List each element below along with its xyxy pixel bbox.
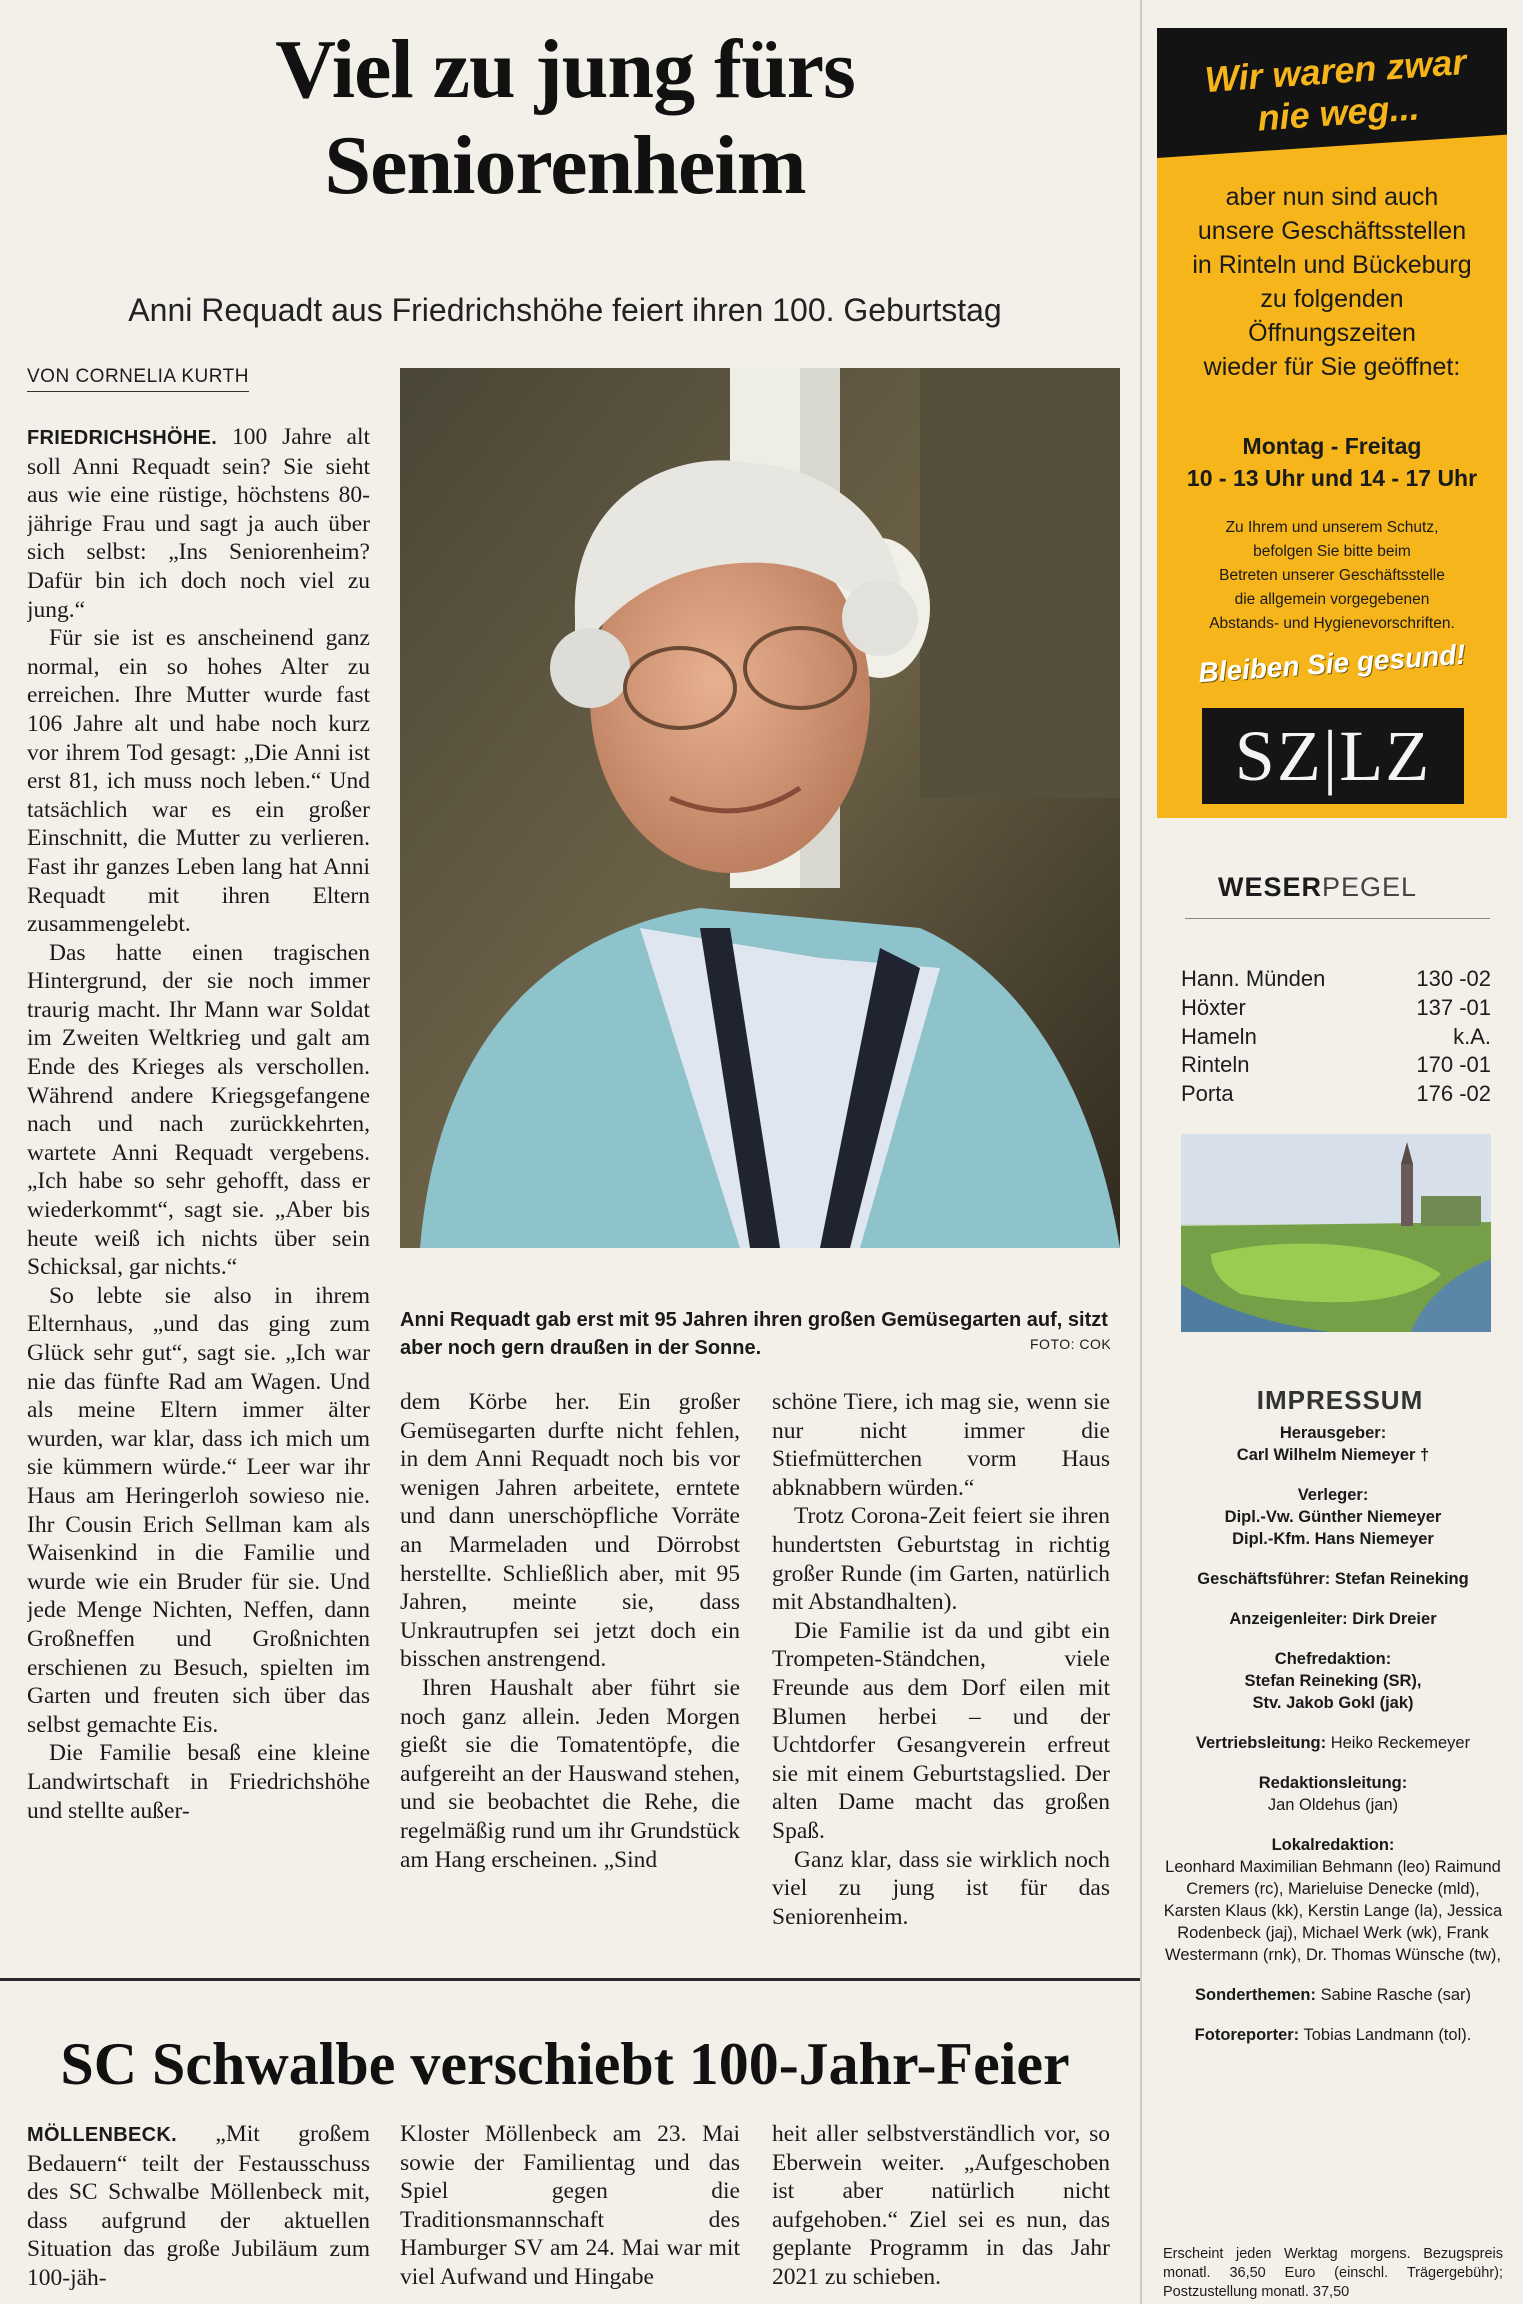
paragraph: schöne Tiere, ich mag sie, wenn sie nur nicht immer die Stiefmütterchen vorm Haus abknabbern würden.“ (772, 1389, 1110, 1501)
table-row: Höxter 137 -01 (1181, 994, 1491, 1020)
paragraph: Ganz klar, dass sie wirklich noch viel zu jung ist für das Seniorenheim. (772, 1846, 1110, 1930)
article2-column-2 (400, 2120, 740, 2304)
headline-line-1: Viel zu jung fürs (275, 23, 855, 116)
ad-opening-hours: Montag - Freitag 10 - 13 Uhr und 14 - 17 Uhr (1186, 433, 1478, 491)
paragraph: Ihren Haushalt aber führt sie noch ganz allein. Jeden Morgen gießt sie die Tomatentöpfe, die aufgereiht an der Hauswand stehen, und sie beobachtet die Rehe, die regelmäßig rund um ihr Grundstück am Hang erscheinen. „Sind (400, 1674, 740, 1873)
paragraph: Die Familie besaß eine kleine Landwirtschaft in Friedrichshöhe und stellte außer- (27, 1740, 370, 1824)
ad-slogan: Bleiben Sie gesund! (1197, 638, 1467, 689)
impressum-title: IMPRESSUM (1256, 1385, 1424, 1415)
paragraph: MÖLLENBECK. „Mit großem Bedauern“ teilt der Festausschuss des SC Schwalbe Möllenbeck mit, dass aufgrund der aktuellen Situation das große Jubiläum zum 100-jäh- (27, 2121, 370, 2291)
article-photo (400, 368, 1120, 1248)
paragraph: So lebte sie also in ihrem Elternhaus, „und das ging zum Glück sehr gut“, sagt sie. „Ich war nie das fünfte Rad am Wagen. Und als meine Eltern immer älter wurden, war klar, dass ich mich um sie kümmern würde.“ Leer war ihr Haus am Heringerloh sowieso nie. Ihr Cousin Erich Sellman kam als Waisenkind in die Familie und wurde wie ein Bruder für sie. Und jede Menge Nichten, Neffen, dann Großneffen und Großnichten erschienen zu Besuch, spielten im Garten und freuten sich über das selbst gemachte Eis. (27, 1282, 370, 1738)
weser-river-photo (1181, 1134, 1491, 1332)
article-headline (20, 22, 1110, 214)
article2-column-3 (772, 2120, 1110, 2304)
dateline: MÖLLENBECK. (27, 2124, 177, 2146)
table-row: Hameln k.A. (1181, 1023, 1491, 1049)
paragraph: dem Körbe her. Ein großer Gemüsegarten durfte nicht fehlen, in dem Anni Requadt noch bis vor wenigen Jahren arbeitete, erntete und dann unerschöpfliche Vorräte an Marmeladen und Dörrobst herstellte. Schließlich aber, mit 95 Jahren, meinte sie, dass Unkrautrupfen sei jetzt doch ein bisschen anstrengend. (400, 1389, 740, 1673)
paragraph: Trotz Corona-Zeit feiert sie ihren hundertsten Geburtstag in richtig großer Runde (im Garten, natürlich mit Abstandhalten). (772, 1503, 1110, 1616)
szlz-logo: SZ|LZ (1202, 708, 1464, 804)
weserpegel-table (1181, 965, 1491, 1109)
impressum-footer: Erscheint jeden Werktag morgens. Bezugspreis monatl. 36,50 Euro (einschl. Trägergebühr); Postzustellung monatl. 37,50 (1163, 2246, 1503, 2300)
weserpegel-rule (1185, 918, 1490, 919)
ad-banner-text: Wir waren zwar nie weg... (1203, 40, 1468, 139)
paragraph: Kloster Möllenbeck am 23. Mai sowie der Familientag und das Spiel gegen die Traditionsmannschaft des Hamburger SV am 24. Mai war mit viel Aufwand und Hingabe (400, 2121, 740, 2290)
advertisement (1157, 28, 1507, 818)
section-divider (0, 1978, 1140, 1981)
ad-body: aber nun sind auch unsere Geschäftsstellen in Rinteln und Bückeburg zu folgenden Öffnungszeiten wieder für Sie geöffnet: (1192, 183, 1472, 381)
paragraph: FRIEDRICHSHÖHE. 100 Jahre alt soll Anni Requadt sein? Sie sieht aus wie eine rüstige, höchstens 80-jährige Frau und sagt ja auch über sich selbst: „Ins Seniorenheim? Dafür bin ich doch noch viel zu jung.“ (27, 424, 370, 623)
paragraph: Das hatte einen tragischen Hintergrund, der sie noch immer traurig macht. Ihr Mann war Soldat im Zweiten Weltkrieg und galt am Ende des Krieges als verschollen. Während andere Kriegsgefangene nach und nach zurückkehrten, wartete Anni Requadt vergebens. „Ich habe so sehr gehofft, dass er wiederkommt“, sagt sie. „Aber bis heute weiß ich nichts über sein Schicksal, gar nichts.“ (27, 939, 370, 1281)
paragraph: Die Familie ist da und gibt ein Trompeten-Ständchen, viele Freunde aus dem Dorf eilen mit Blumen herbei – und der Uchtdorfer Gesangverein erfreut sie mit einem Geburtstagslied. Der alten Dame macht das großen Spaß. (772, 1617, 1110, 1844)
table-row: Rinteln 170 -01 (1181, 1052, 1491, 1078)
impressum-body: Herausgeber: Carl Wilhelm Niemeyer † Verleger: Dipl.-Vw. Günther Niemeyer Dipl.-Kfm. Hans Niemeyer Geschäftsführer: Stefan Reineking Anzeigenleiter: Dirk Dreier Chefredaktion: Stefan Reineking (SR), Stv. Jakob Gokl (jak) Vertriebsleitung: Heiko Reckemeyer Redaktionsleitung: Jan Oldehus (jan) Lokalredaktion: Leonhard Maximilian Behmann (leo) Raimund Cremers (rc), Marieluise Denecke (mld), Karsten Klaus (kk), Kerstin Lange (la), Jessica Rodenbeck (jaj), Michael Werk (wk), Frank Westermann (rnk), Dr. Thomas Wünsche (tw), Sonderthemen: Sabine Rasche (sar) Fotoreporter: Tobias Landmann (tol). (1163, 1424, 1503, 2044)
article-column-1 (27, 423, 370, 1943)
weserpegel-title: WESERPEGEL (1218, 872, 1418, 902)
article2-headline: SC Schwalbe verschiebt 100-Jahr-Feier (60, 2031, 1070, 2097)
table-row: Hann. Münden 130 -02 (1181, 966, 1491, 991)
photo-credit: FOTO: COK (1030, 1336, 1112, 1352)
dateline: FRIEDRICHSHÖHE. (27, 427, 218, 449)
portrait-illustration (400, 368, 1120, 1248)
article-column-2 (400, 1388, 740, 1948)
article2-column-1 (27, 2120, 370, 2304)
column-rule (1140, 0, 1142, 2304)
headline-line-2: Seniorenheim (324, 119, 806, 212)
paragraph: Für sie ist es anscheinend ganz normal, ein so hohes Alter zu erreichen. Ihre Mutter wurde fast 106 Jahre alt und habe noch kurz vor ihrem Tod gesagt: „Die Anni ist erst 81, ich muss noch leben.“ Und tatsächlich war es ein großer Einschnitt, die Mutter zu verlieren. Fast ihr ganzes Leben lang hat Anni Requadt mit ihren Eltern zusammengelebt. (27, 625, 370, 938)
article-column-3 (772, 1388, 1110, 1948)
article-byline: VON CORNELIA KURTH (27, 366, 249, 392)
table-row: Porta 176 -02 (1181, 1081, 1491, 1107)
article-subheadline: Anni Requadt aus Friedrichshöhe feiert ihren 100. Geburtstag (128, 292, 1002, 328)
paragraph: heit aller selbstverständlich vor, so Eberwein weiter. „Aufgeschoben ist aber natürlich nicht aufgehoben.“ Ziel sei es nun, das geplante Programm in das Jahr 2021 zu schieben. (772, 2121, 1110, 2290)
ad-small-print: Zu Ihrem und unserem Schutz, befolgen Sie bitte beim Betreten unserer Geschäftsstelle die allgemein vorgegebenen Abstands- und Hygienevorschriften. (1209, 519, 1455, 632)
photo-caption: Anni Requadt gab erst mit 95 Jahren ihren großen Gemüsegarten auf, sitzt aber noch gern draußen in der Sonne. (400, 1309, 1108, 1359)
river-landscape-illustration (1181, 1134, 1491, 1332)
